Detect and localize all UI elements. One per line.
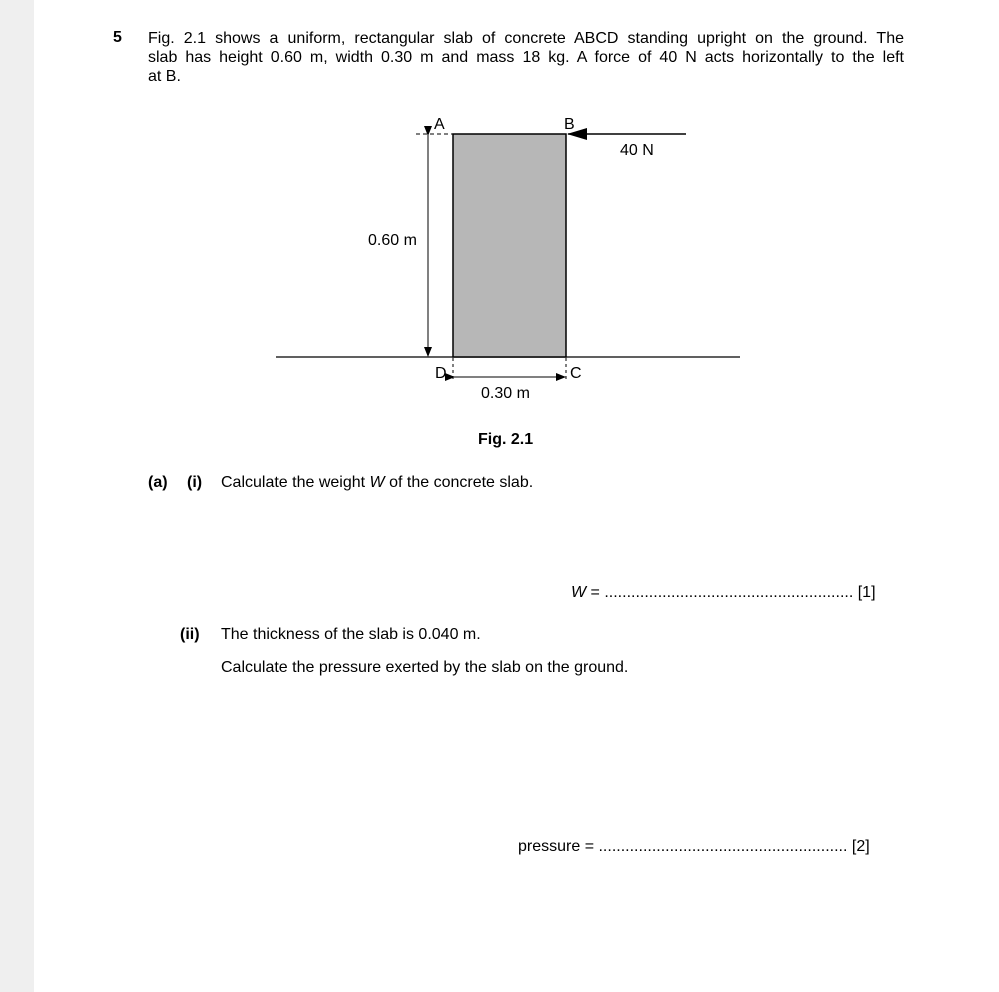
label-height: 0.60 m bbox=[368, 232, 417, 249]
part-a-i-suffix: of the concrete slab. bbox=[384, 474, 534, 491]
part-a-i-prefix: Calculate the weight bbox=[221, 474, 370, 491]
pressure-answer-line bbox=[518, 838, 870, 856]
part-a-ii-line-1: The thickness of the slab is 0.040 m. bbox=[221, 626, 481, 643]
weight-symbol: W bbox=[369, 474, 385, 491]
label-force: 40 N bbox=[620, 142, 654, 159]
label-width: 0.30 m bbox=[481, 385, 530, 402]
label-b: B bbox=[564, 116, 575, 133]
weight-answer-space[interactable]: ........................................................ bbox=[604, 584, 854, 601]
intro-line-2: slab has height 0.60 m, width 0.30 m and mass 18 kg. A force of 40 N acts horizontally to the left bbox=[148, 49, 904, 66]
answer-w-equals: = bbox=[586, 584, 605, 601]
concrete-slab bbox=[453, 134, 566, 357]
part-a-ii-line-2: Calculate the pressure exerted by the slab on the ground. bbox=[221, 659, 629, 676]
intro-line-3: at B. bbox=[148, 68, 181, 85]
label-d: D bbox=[435, 365, 447, 382]
weight-marks: [1] bbox=[857, 584, 876, 601]
pressure-answer-space[interactable]: ........................................................ bbox=[598, 838, 848, 855]
part-a-i-label: (i) bbox=[187, 474, 203, 491]
part-a-label: (a) bbox=[148, 474, 168, 491]
weight-answer-line bbox=[571, 584, 876, 602]
label-c: C bbox=[570, 365, 582, 382]
intro-line-1: Fig. 2.1 shows a uniform, rectangular slab of concrete ABCD standing upright on the ground. The bbox=[148, 30, 904, 47]
answer-w-symbol: W bbox=[571, 584, 587, 601]
pressure-marks: [2] bbox=[851, 838, 870, 855]
question-number: 5 bbox=[113, 29, 122, 46]
label-a: A bbox=[434, 116, 445, 133]
part-a-i-question bbox=[221, 474, 533, 492]
figure-caption: Fig. 2.1 bbox=[478, 431, 534, 448]
pressure-answer-label: pressure = bbox=[518, 838, 599, 855]
part-a-ii-label: (ii) bbox=[180, 626, 200, 643]
